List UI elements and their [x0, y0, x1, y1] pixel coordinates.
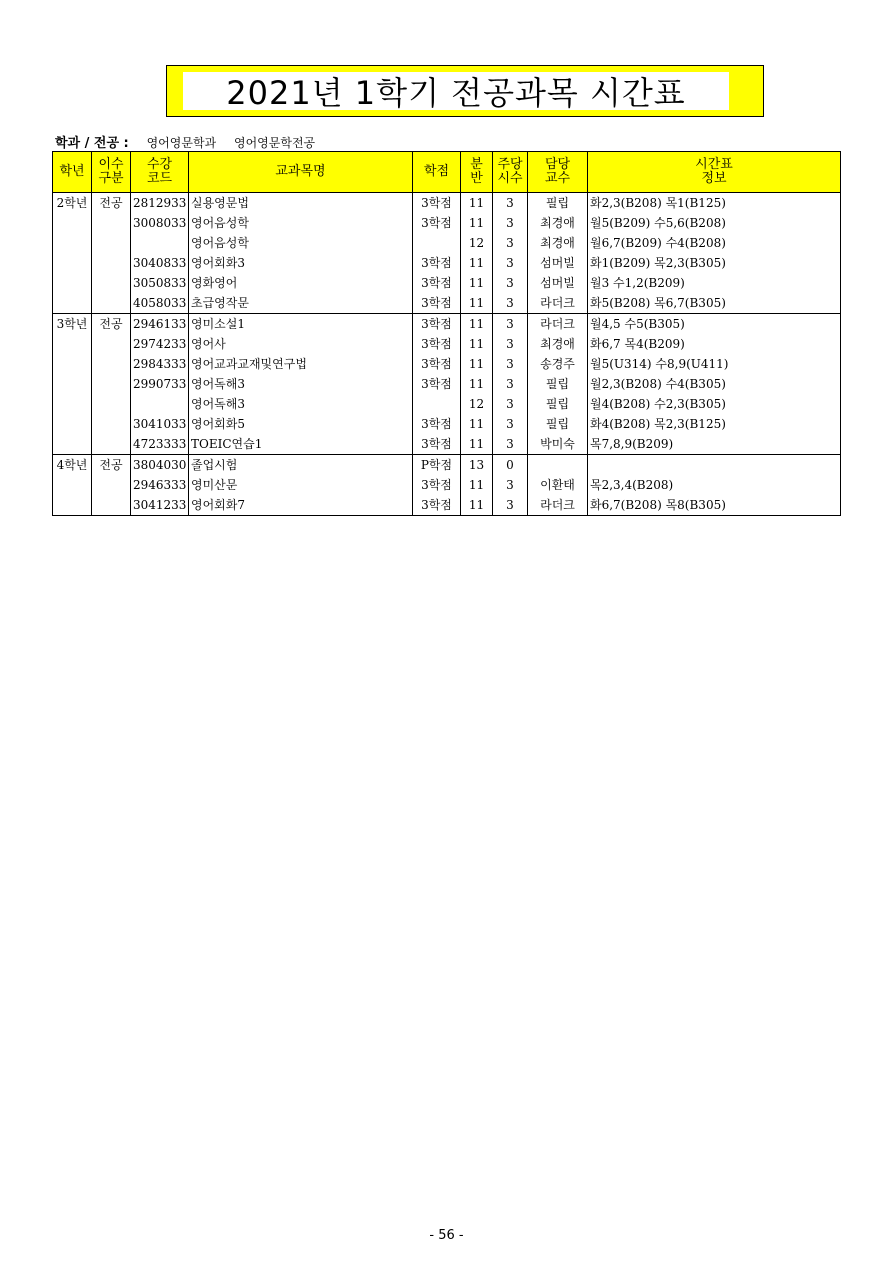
header-hours: 주당 시수 [493, 152, 528, 193]
cell-type: 전공 [92, 314, 131, 335]
cell-code: 4058033 [131, 293, 189, 314]
cell-course-name: 초급영작문 [189, 293, 413, 314]
timetable [52, 151, 841, 516]
major-name: 영어영문학전공 [233, 136, 316, 150]
cell-credit [413, 233, 461, 253]
cell-schedule: 목2,3,4(B208) [588, 475, 841, 495]
cell-schedule: 화6,7 목4(B209) [588, 334, 841, 354]
page-title: 2021년 1학기 전공과목 시간표 [183, 72, 729, 110]
cell-grade: 4학년 [53, 455, 92, 476]
cell-grade [53, 434, 92, 455]
cell-credit: 3학점 [413, 334, 461, 354]
cell-code [131, 394, 189, 414]
cell-credit: 3학점 [413, 414, 461, 434]
table-row [53, 455, 841, 476]
cell-credit: 3학점 [413, 253, 461, 273]
cell-code: 3804030 [131, 455, 189, 476]
cell-schedule: 월6,7(B209) 수4(B208) [588, 233, 841, 253]
header-row [53, 152, 841, 193]
cell-credit: 3학점 [413, 495, 461, 516]
cell-section: 11 [461, 273, 493, 293]
header-code: 수강 코드 [131, 152, 189, 193]
cell-code [131, 233, 189, 253]
cell-section: 11 [461, 495, 493, 516]
cell-credit [413, 394, 461, 414]
cell-schedule: 월4(B208) 수2,3(B305) [588, 394, 841, 414]
header-section: 분 반 [461, 152, 493, 193]
cell-code: 4723333 [131, 434, 189, 455]
cell-hours: 3 [493, 233, 528, 253]
cell-type [92, 293, 131, 314]
department-name: 영어영문학과 [146, 136, 217, 150]
title-banner [166, 65, 764, 117]
cell-schedule: 화2,3(B208) 목1(B125) [588, 193, 841, 214]
cell-credit: 3학점 [413, 374, 461, 394]
cell-hours: 3 [493, 293, 528, 314]
cell-professor [528, 455, 588, 476]
cell-code: 3041233 [131, 495, 189, 516]
cell-section: 11 [461, 374, 493, 394]
page-number: - 56 - [429, 1228, 464, 1243]
cell-credit: 3학점 [413, 314, 461, 335]
cell-course-name: 영어회화3 [189, 253, 413, 273]
cell-course-name: 졸업시험 [189, 455, 413, 476]
cell-type [92, 434, 131, 455]
department-line [55, 132, 315, 151]
cell-type [92, 253, 131, 273]
department-label: 학과 / 전공 : [55, 136, 129, 151]
cell-course-name: 실용영문법 [189, 193, 413, 214]
table-row [53, 334, 841, 354]
cell-code: 2812933 [131, 193, 189, 214]
table-row [53, 354, 841, 374]
cell-code: 3008033 [131, 213, 189, 233]
cell-section: 11 [461, 414, 493, 434]
cell-professor: 필립 [528, 374, 588, 394]
cell-hours: 3 [493, 495, 528, 516]
table-row [53, 293, 841, 314]
cell-hours: 3 [493, 253, 528, 273]
cell-section: 13 [461, 455, 493, 476]
cell-credit: 3학점 [413, 475, 461, 495]
cell-credit: 3학점 [413, 193, 461, 214]
cell-course-name: 영어음성학 [189, 213, 413, 233]
header-course-name: 교과목명 [189, 152, 413, 193]
cell-section: 11 [461, 293, 493, 314]
cell-schedule: 목7,8,9(B209) [588, 434, 841, 455]
cell-code: 2974233 [131, 334, 189, 354]
cell-section: 11 [461, 213, 493, 233]
cell-professor: 필립 [528, 193, 588, 214]
cell-schedule: 월5(U314) 수8,9(U411) [588, 354, 841, 374]
table-row [53, 374, 841, 394]
cell-type: 전공 [92, 455, 131, 476]
cell-section: 11 [461, 354, 493, 374]
cell-professor: 이환태 [528, 475, 588, 495]
cell-hours: 3 [493, 394, 528, 414]
cell-course-name: 영어회화7 [189, 495, 413, 516]
cell-credit: 3학점 [413, 213, 461, 233]
cell-course-name: TOEIC연습1 [189, 434, 413, 455]
cell-type [92, 273, 131, 293]
header-professor: 담당 교수 [528, 152, 588, 193]
cell-schedule: 화4(B208) 목2,3(B125) [588, 414, 841, 434]
cell-section: 11 [461, 334, 493, 354]
cell-type [92, 233, 131, 253]
header-credit: 학점 [413, 152, 461, 193]
table-row [53, 394, 841, 414]
cell-code: 2984333 [131, 354, 189, 374]
cell-grade [53, 354, 92, 374]
cell-section: 11 [461, 314, 493, 335]
cell-grade [53, 374, 92, 394]
cell-credit: P학점 [413, 455, 461, 476]
cell-hours: 3 [493, 434, 528, 455]
cell-grade: 2학년 [53, 193, 92, 214]
cell-professor: 최경애 [528, 233, 588, 253]
cell-professor: 박미숙 [528, 434, 588, 455]
table-row [53, 273, 841, 293]
table-row [53, 475, 841, 495]
cell-course-name: 영어음성학 [189, 233, 413, 253]
cell-grade [53, 495, 92, 516]
timetable-body [53, 193, 841, 516]
cell-hours: 0 [493, 455, 528, 476]
cell-type [92, 213, 131, 233]
cell-course-name: 영어독해3 [189, 394, 413, 414]
cell-type [92, 334, 131, 354]
cell-code: 2946333 [131, 475, 189, 495]
table-row [53, 213, 841, 233]
cell-schedule: 월2,3(B208) 수4(B305) [588, 374, 841, 394]
cell-credit: 3학점 [413, 293, 461, 314]
cell-code: 2990733 [131, 374, 189, 394]
table-row [53, 193, 841, 214]
cell-type [92, 475, 131, 495]
table-row [53, 314, 841, 335]
cell-professor: 라더크 [528, 314, 588, 335]
cell-type: 전공 [92, 193, 131, 214]
cell-course-name: 영어사 [189, 334, 413, 354]
table-row [53, 495, 841, 516]
cell-type [92, 414, 131, 434]
cell-code: 3040833 [131, 253, 189, 273]
cell-credit: 3학점 [413, 273, 461, 293]
cell-grade [53, 475, 92, 495]
cell-grade: 3학년 [53, 314, 92, 335]
table-row [53, 233, 841, 253]
cell-hours: 3 [493, 334, 528, 354]
cell-schedule [588, 455, 841, 476]
table-row [53, 434, 841, 455]
cell-code: 3041033 [131, 414, 189, 434]
header-schedule: 시간표 정보 [588, 152, 841, 193]
table-row [53, 253, 841, 273]
table-row [53, 414, 841, 434]
cell-section: 12 [461, 394, 493, 414]
cell-hours: 3 [493, 213, 528, 233]
cell-grade [53, 253, 92, 273]
cell-type [92, 394, 131, 414]
cell-hours: 3 [493, 475, 528, 495]
cell-credit: 3학점 [413, 354, 461, 374]
cell-course-name: 영미소설1 [189, 314, 413, 335]
cell-section: 11 [461, 253, 493, 273]
cell-code: 3050833 [131, 273, 189, 293]
cell-grade [53, 233, 92, 253]
cell-code: 2946133 [131, 314, 189, 335]
cell-professor: 필립 [528, 414, 588, 434]
cell-professor: 필립 [528, 394, 588, 414]
cell-hours: 3 [493, 354, 528, 374]
cell-section: 11 [461, 475, 493, 495]
cell-professor: 섬머빌 [528, 253, 588, 273]
cell-course-name: 영어교과교재및연구법 [189, 354, 413, 374]
cell-professor: 섬머빌 [528, 273, 588, 293]
cell-hours: 3 [493, 193, 528, 214]
cell-grade [53, 273, 92, 293]
cell-professor: 송경주 [528, 354, 588, 374]
cell-hours: 3 [493, 314, 528, 335]
cell-hours: 3 [493, 374, 528, 394]
cell-section: 12 [461, 233, 493, 253]
cell-grade [53, 414, 92, 434]
cell-schedule: 월4,5 수5(B305) [588, 314, 841, 335]
cell-grade [53, 293, 92, 314]
cell-grade [53, 394, 92, 414]
cell-schedule: 화5(B208) 목6,7(B305) [588, 293, 841, 314]
cell-schedule: 화1(B209) 목2,3(B305) [588, 253, 841, 273]
cell-professor: 최경애 [528, 213, 588, 233]
cell-grade [53, 334, 92, 354]
cell-schedule: 월3 수1,2(B209) [588, 273, 841, 293]
cell-course-name: 영미산문 [189, 475, 413, 495]
header-grade: 학년 [53, 152, 92, 193]
cell-professor: 라더크 [528, 495, 588, 516]
cell-professor: 최경애 [528, 334, 588, 354]
cell-schedule: 화6,7(B208) 목8(B305) [588, 495, 841, 516]
cell-type [92, 374, 131, 394]
cell-hours: 3 [493, 273, 528, 293]
cell-course-name: 영어독해3 [189, 374, 413, 394]
cell-type [92, 354, 131, 374]
cell-hours: 3 [493, 414, 528, 434]
cell-course-name: 영화영어 [189, 273, 413, 293]
cell-course-name: 영어회화5 [189, 414, 413, 434]
cell-grade [53, 213, 92, 233]
cell-schedule: 월5(B209) 수5,6(B208) [588, 213, 841, 233]
cell-section: 11 [461, 434, 493, 455]
cell-type [92, 495, 131, 516]
cell-credit: 3학점 [413, 434, 461, 455]
cell-professor: 라더크 [528, 293, 588, 314]
header-type: 이수 구분 [92, 152, 131, 193]
cell-section: 11 [461, 193, 493, 214]
